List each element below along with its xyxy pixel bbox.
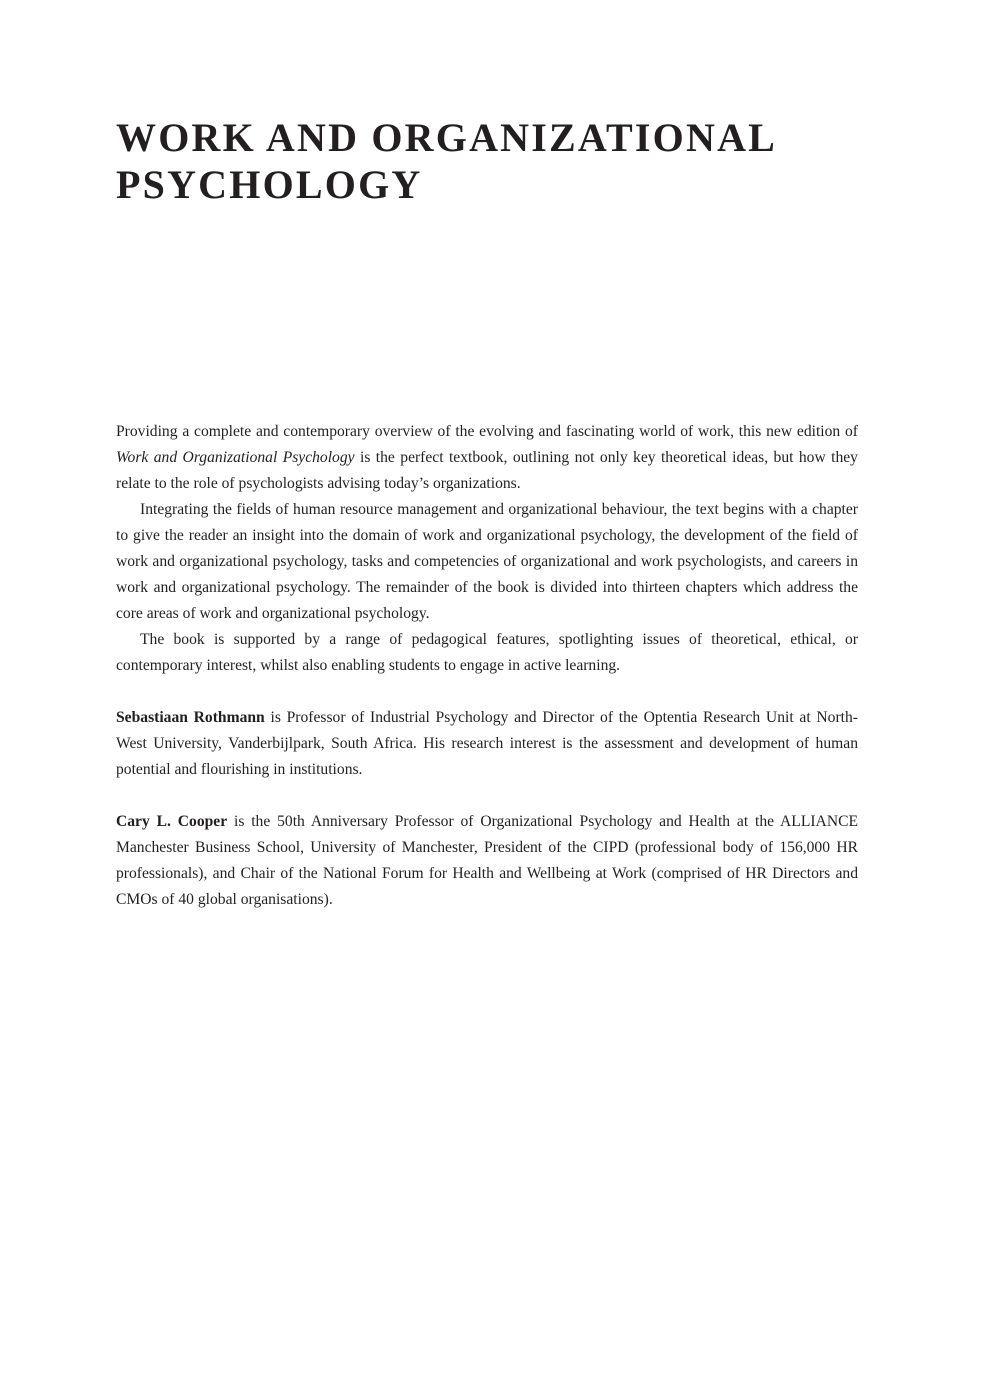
book-title <box>116 114 876 208</box>
author-bio-cooper <box>116 809 858 913</box>
author-bio-rothmann <box>116 705 858 783</box>
book-title-line-1: WORK AND ORGANIZATIONAL <box>116 115 778 160</box>
description-paragraph-3: The book is supported by a range of pedagogical features, spotlighting issues of theoretical, ethical, or contemporary interest, whilst also enabling students to engage in active learning. <box>116 631 858 674</box>
author-bio-text-cooper: is the 50th Anniversary Professor of Organizational Psychology and Health at the ALLIANCE Manchester Business School, University of Manchester, President of the CIPD (professional body of 156,000 HR professionals), and Chair of the National Forum for Health and Wellbeing at Work (comprised of HR Directors and CMOs of 40 global organisations). <box>116 813 859 908</box>
blurb-body <box>116 419 858 913</box>
description-paragraph-1 <box>116 419 858 497</box>
author-name-rothmann: Sebastiaan Rothmann <box>116 709 265 726</box>
description-p1-tail: is the perfect textbook, outlining not only key theoretical ideas, but how they relate to the role of psychologists advising today’s organizations. <box>116 449 858 492</box>
book-title-line-2: PSYCHOLOGY <box>116 162 423 207</box>
author-bio-text-rothmann: is Professor of Industrial Psychology and Director of the Optentia Research Unit at North-West University, Vanderbijlpark, South Africa. His research interest is the assessment and development of human potential and flourishing in institutions. <box>116 709 858 778</box>
author-name-cooper: Cary L. Cooper <box>116 813 228 830</box>
description-paragraph-2: Integrating the fields of human resource management and organizational behaviour, the text begins with a chapter to give the reader an insight into the domain of work and organizational psychology, the development of the field of work and organizational psychology, tasks and competencies of organizational and work psychologists, and careers in work and organizational psychology. The remainder of the book is divided into thirteen chapters which address the core areas of work and organizational psychology. <box>116 501 858 622</box>
description-p1-lead: Providing a complete and contemporary overview of the evolving and fascinating world of work, this new edition of <box>116 423 858 440</box>
book-title-italic: Work and Organizational Psychology <box>116 449 355 466</box>
